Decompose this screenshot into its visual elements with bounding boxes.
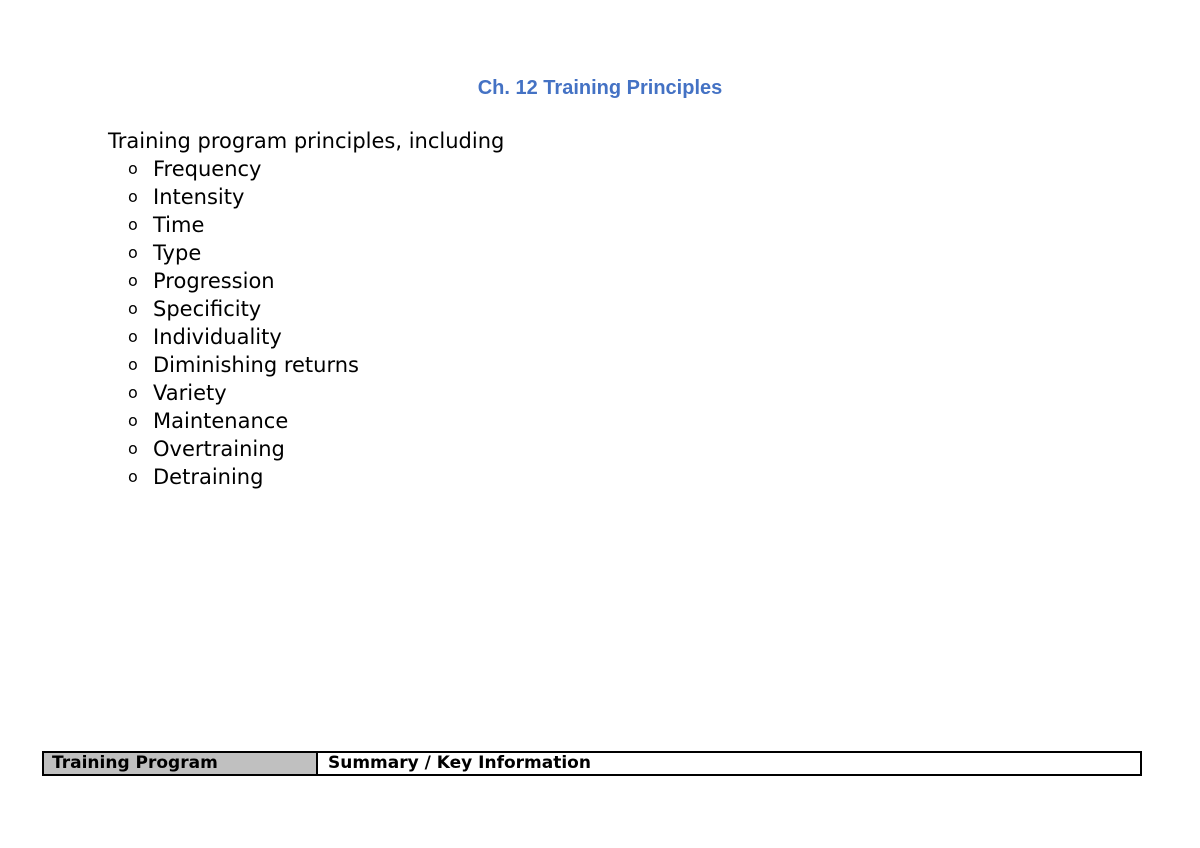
list-item-label: Individuality [153,325,282,349]
bullet-icon: o [128,187,138,206]
list-item [128,155,359,183]
table-header-summary: Summary / Key Information [318,753,1140,774]
list-item [128,351,359,379]
list-item-label: Maintenance [153,409,289,433]
bullet-icon: o [128,411,138,430]
list-item [128,295,359,323]
bullet-icon: o [128,299,138,318]
list-item [128,211,359,239]
principles-list [128,155,359,491]
list-item-label: Time [153,213,205,237]
list-item [128,183,359,211]
intro-text: Training program principles, including [108,129,505,153]
list-item-label: Type [153,241,202,265]
list-item-label: Diminishing returns [153,353,359,377]
list-item-label: Overtraining [153,437,285,461]
list-item-label: Specificity [153,297,262,321]
list-item [128,407,359,435]
bullet-icon: o [128,215,138,234]
page-title: Ch. 12 Training Principles [477,77,723,99]
bullet-icon: o [128,355,138,374]
list-item-label: Frequency [153,157,262,181]
bullet-icon: o [128,439,138,458]
list-item [128,435,359,463]
list-item [128,239,359,267]
list-item-label: Intensity [153,185,245,209]
list-item [128,463,359,491]
bullet-icon: o [128,383,138,402]
list-item [128,267,359,295]
table-header-training-program: Training Program [44,753,318,774]
bullet-icon: o [128,159,138,178]
bullet-icon: o [128,243,138,262]
list-item-label: Progression [153,269,275,293]
bullet-icon: o [128,467,138,486]
bullet-icon: o [128,327,138,346]
list-item [128,323,359,351]
list-item-label: Detraining [153,465,264,489]
bullet-icon: o [128,271,138,290]
list-item-label: Variety [153,381,227,405]
list-item [128,379,359,407]
training-table-header-row [42,751,1142,776]
